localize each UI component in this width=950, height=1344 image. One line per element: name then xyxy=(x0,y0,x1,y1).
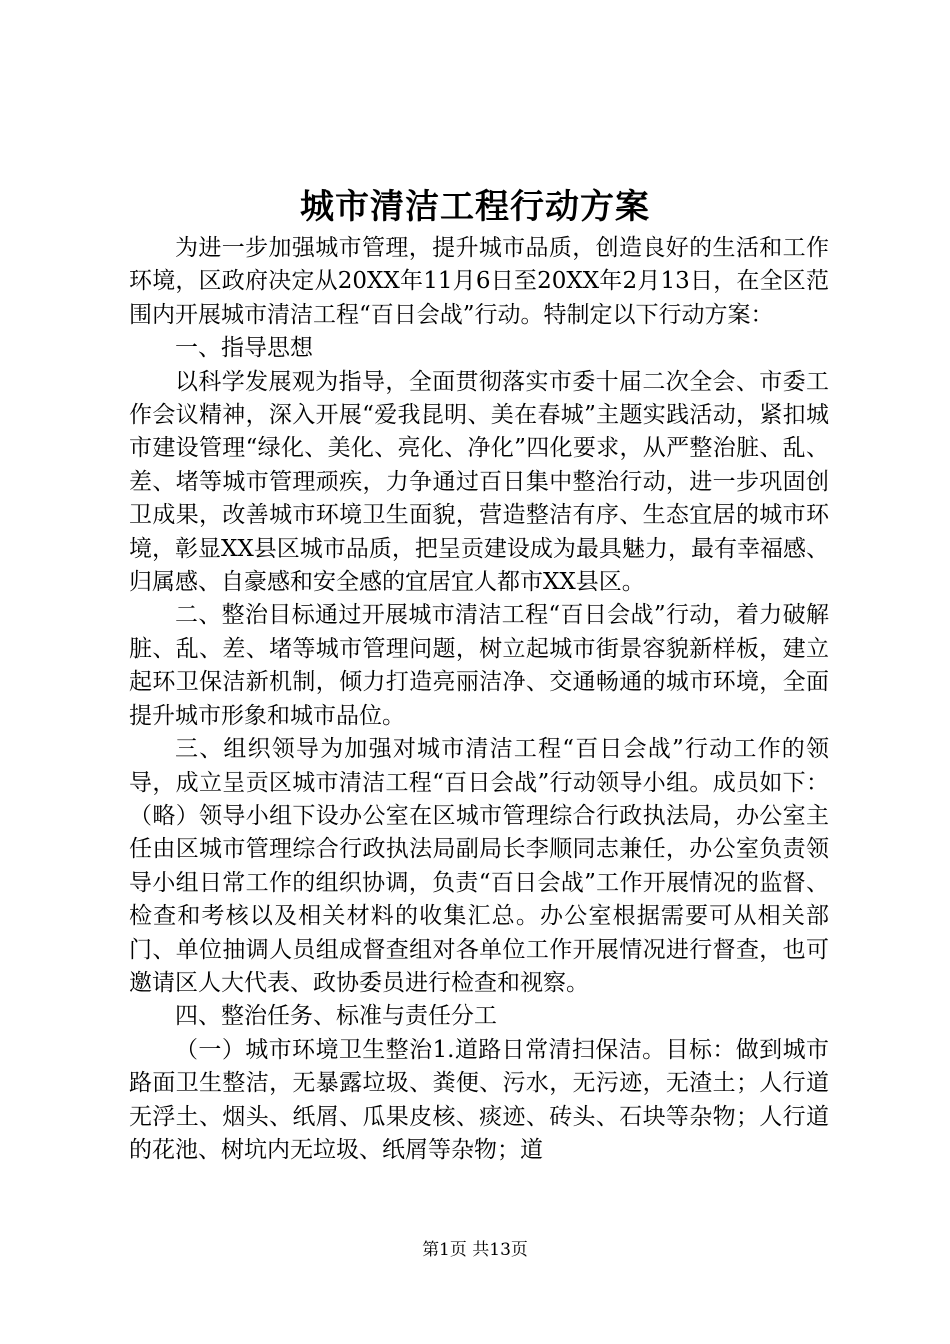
paragraph-intro: 为进一步加强城市管理，提升城市品质，创造良好的生活和工作环境，区政府决定从20XX年11月6日至20XX年2月13日，在全区范围内开展城市清洁工程“百日会战”行动。特制定以下行动方案： xyxy=(129,235,829,328)
heading-guiding-ideology: 一、指导思想 xyxy=(175,335,313,362)
document-title: 城市清洁工程行动方案 xyxy=(300,187,650,227)
paragraph-goals: 二、整治目标通过开展城市清洁工程“百日会战”行动，着力破解脏、乱、差、堵等城市管理问题，树立起城市街景容貌新样板，建立起环卫保洁新机制，倾力打造亮丽洁净、交通畅通的城市环境，全面提升城市形象和城市品位。 xyxy=(129,602,829,729)
paragraph-sanitation: （一）城市环境卫生整治1.道路日常清扫保洁。目标：做到城市路面卫生整洁，无暴露垃圾、粪便、污水，无污迹，无渣土；人行道无浮土、烟头、纸屑、瓜果皮核、痰迹、砖头、石块等杂物；人行道的花池、树坑内无垃圾、纸屑等杂物；道 xyxy=(129,1036,829,1163)
heading-tasks: 四、整治任务、标准与责任分工 xyxy=(175,1003,497,1030)
paragraph-organization: 三、组织领导为加强对城市清洁工程“百日会战”行动工作的领导，成立呈贡区城市清洁工程“百日会战”行动领导小组。成员如下：（略）领导小组下设办公室在区城市管理综合行政执法局，办公室主任由区城市管理综合行政执法局副局长李顺同志兼任，办公室负责领导小组日常工作的组织协调，负责“百日会战”工作开展情况的监督、检查和考核以及相关材料的收集汇总。办公室根据需要可从相关部门、单位抽调人员组成督查组对各单位工作开展情况进行督查，也可邀请区人大代表、政协委员进行检查和视察。 xyxy=(129,736,829,996)
paragraph-guiding-ideology: 以科学发展观为指导，全面贯彻落实市委十届二次全会、市委工作会议精神，深入开展“爱我昆明、美在春城”主题实践活动，紧扣城市建设管理“绿化、美化、亮化、净化”四化要求，从严整治脏、乱、差、堵等城市管理顽疾，力争通过百日集中整治行动，进一步巩固创卫成果，改善城市环境卫生面貌，营造整洁有序、生态宜居的城市环境，彰显XX县区城市品质，把呈贡建设成为最具魅力，最有幸福感、归属感、自豪感和安全感的宜居宜人都市XX县区。 xyxy=(129,368,829,596)
document-body xyxy=(129,232,829,1167)
page-footer: 第1页 共13页 xyxy=(422,1240,528,1260)
